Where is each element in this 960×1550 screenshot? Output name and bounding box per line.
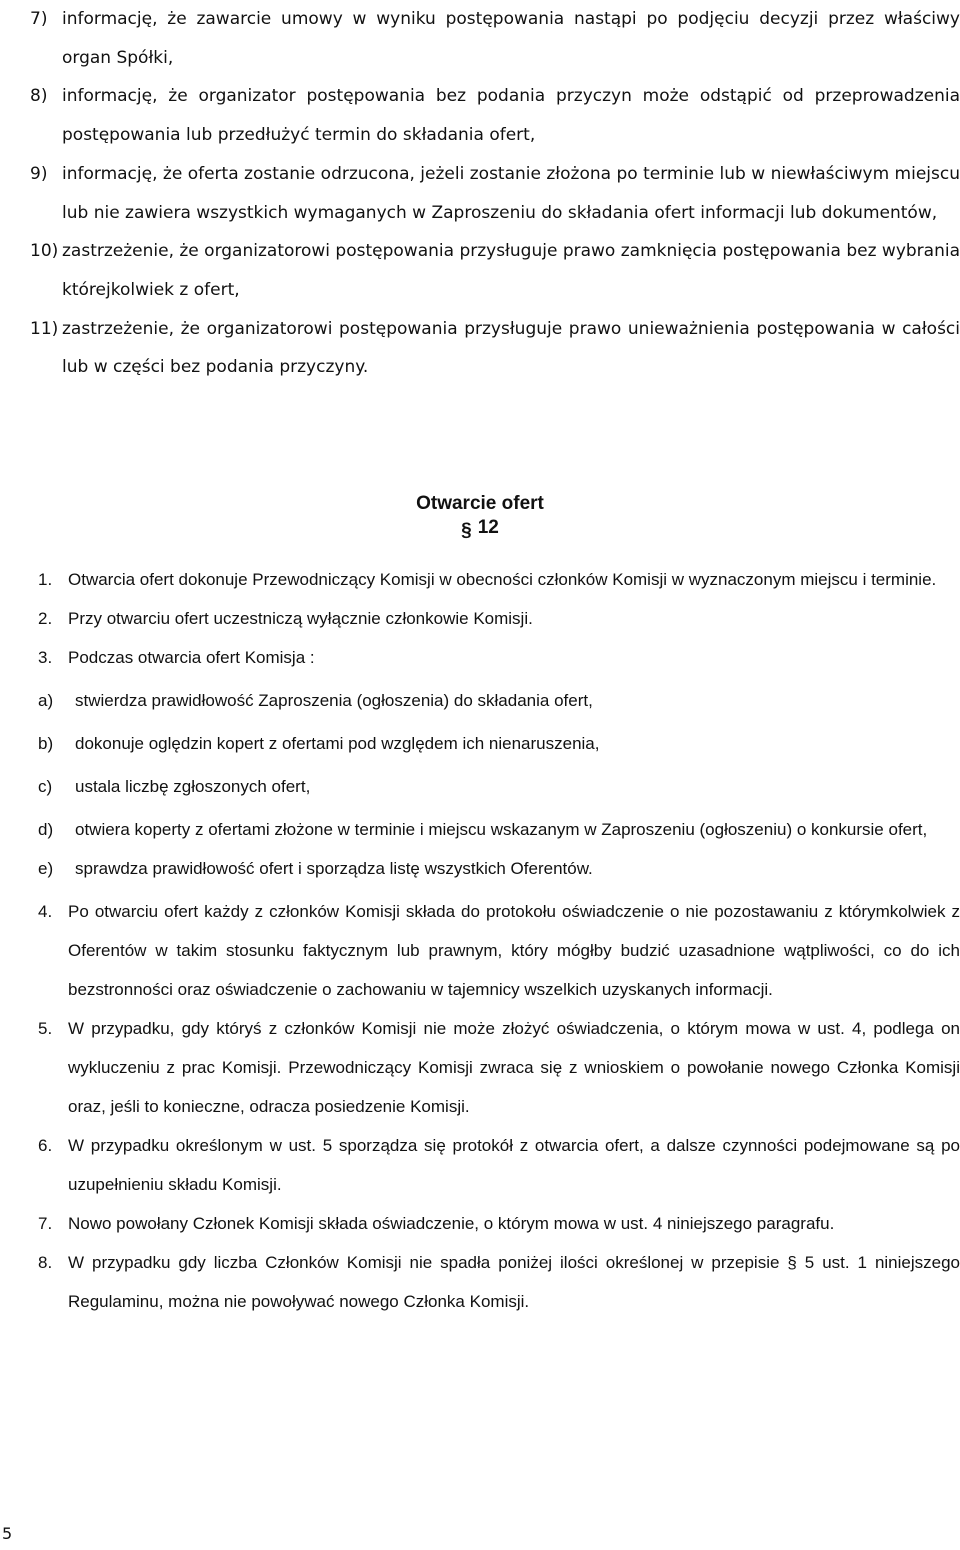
- item-text: W przypadku określonym w ust. 5 sporządza się protokół z otwarcia ofert, a dalsze czynności podejmowane są po uzupełnieniu składu Komisji.: [68, 1136, 960, 1194]
- list-item: [38, 1243, 960, 1321]
- list-item: [38, 638, 960, 677]
- item-number: 10): [30, 241, 59, 262]
- sub-list-item: [38, 810, 960, 849]
- item-text: informację, że oferta zostanie odrzucona, jeżeli zostanie złożona po terminie lub w niewłaściwym miejscu lub nie zawiera wszystkich wymaganych w Zaproszeniu do składania ofert informacji lub dokumentów,: [62, 163, 960, 223]
- item-letter: a): [38, 691, 54, 710]
- item-letter: c): [38, 777, 53, 796]
- item-text: zastrzeżenie, że organizatorowi postępowania przysługuje prawo zamknięcia postępowania bez wybrania którejkolwiek z ofert,: [62, 241, 960, 300]
- item-number: 2.: [38, 609, 53, 628]
- list-item: [38, 892, 960, 1009]
- item-text: Przy otwarciu ofert uczestniczą wyłącznie członkowie Komisji.: [68, 609, 533, 628]
- paragraph-sign: §: [461, 520, 472, 541]
- item-number: 5.: [38, 1019, 53, 1038]
- list-item: [30, 232, 960, 309]
- item-letter: d): [38, 820, 54, 839]
- section-title: Otwarcie ofert: [416, 493, 544, 514]
- list-item: [38, 1126, 960, 1204]
- sub-list-item: [38, 767, 960, 806]
- page-number: 5: [2, 1524, 13, 1543]
- item-text: informację, że zawarcie umowy w wyniku postępowania nastąpi po podjęciu decyzji przez właściwy organ Spółki,: [62, 9, 960, 68]
- requirements-list: [30, 0, 960, 387]
- item-text: dokonuje oględzin kopert z ofertami pod względem ich nienaruszenia,: [75, 734, 600, 753]
- item-number: 8.: [38, 1253, 53, 1272]
- item-text: sprawdza prawidłowość ofert i sporządza listę wszystkich Oferentów.: [75, 859, 593, 878]
- sub-list-item: [38, 681, 960, 720]
- item-text: W przypadku gdy liczba Członków Komisji nie spadła poniżej ilości określonej w przepisie § 5 ust. 1 niniejszego Regulaminu, można nie powoływać nowego Członka Komisji.: [68, 1253, 960, 1311]
- list-item: [30, 155, 960, 232]
- item-letter: b): [38, 734, 54, 753]
- item-number: 8): [30, 86, 48, 107]
- item-text: W przypadku, gdy któryś z członków Komisji nie może złożyć oświadczenia, o którym mowa w ust. 4, podlega on wykluczeniu z prac Komisji. Przewodniczący Komisji zwraca się z wnioskiem o powołanie nowego Członka Komisji oraz, jeśli to konieczne, odracza posiedzenie Komisji.: [68, 1019, 960, 1116]
- item-text: Otwarcia ofert dokonuje Przewodniczący Komisji w obecności członków Komisji w wyznaczonym miejscu i terminie.: [68, 570, 937, 589]
- list-item: [38, 1009, 960, 1126]
- paragraph-number: 12: [477, 517, 499, 538]
- list-item: [38, 599, 960, 638]
- item-text: stwierdza prawidłowość Zaproszenia (ogłoszenia) do składania ofert,: [75, 691, 593, 710]
- item-number: 9): [30, 163, 48, 184]
- item-text: otwiera koperty z ofertami złożone w terminie i miejscu wskazanym w Zaproszeniu (ogłoszeniu) o konkursie ofert,: [75, 820, 928, 839]
- item-number: 1.: [38, 570, 53, 589]
- item-number: 3.: [38, 648, 53, 667]
- item-number: 11): [30, 318, 59, 339]
- list-item: [30, 77, 960, 154]
- item-number: 4.: [38, 902, 53, 921]
- list-item: [38, 1204, 960, 1243]
- item-text: Po otwarciu ofert każdy z członków Komisji składa do protokołu oświadczenie o nie pozostawaniu z którymkolwiek z Oferentów w takim stosunku faktycznym lub prawnym, który mógłby budzić uzasadnione wątpliwości, co do ich bezstronności oraz oświadczenie o zachowaniu w tajemnicy wszelkich uzyskanych informacji.: [68, 902, 960, 999]
- item-text: ustala liczbę zgłoszonych ofert,: [75, 777, 311, 796]
- list-item: [30, 0, 960, 77]
- list-item: [38, 560, 960, 599]
- procedure-list: [38, 560, 960, 1321]
- item-text: zastrzeżenie, że organizatorowi postępowania przysługuje prawo unieważnienia postępowania w całości lub w części bez podania przyczyny.: [62, 318, 960, 378]
- item-number: 7): [30, 9, 48, 29]
- sub-list-item: [38, 849, 960, 888]
- item-number: 6.: [38, 1136, 53, 1155]
- item-text: Podczas otwarcia ofert Komisja :: [68, 648, 315, 667]
- sub-list-item: [38, 724, 960, 763]
- item-letter: e): [38, 859, 54, 878]
- list-item: [30, 310, 960, 387]
- item-number: 7.: [38, 1214, 53, 1233]
- paragraph-heading: [0, 517, 960, 539]
- item-text: informację, że organizator postępowania bez podania przyczyn może odstąpić od przeprowadzenia postępowania lub przedłużyć termin do składania ofert,: [62, 86, 960, 146]
- item-text: Nowo powołany Członek Komisji składa oświadczenie, o którym mowa w ust. 4 niniejszego paragrafu.: [68, 1214, 835, 1233]
